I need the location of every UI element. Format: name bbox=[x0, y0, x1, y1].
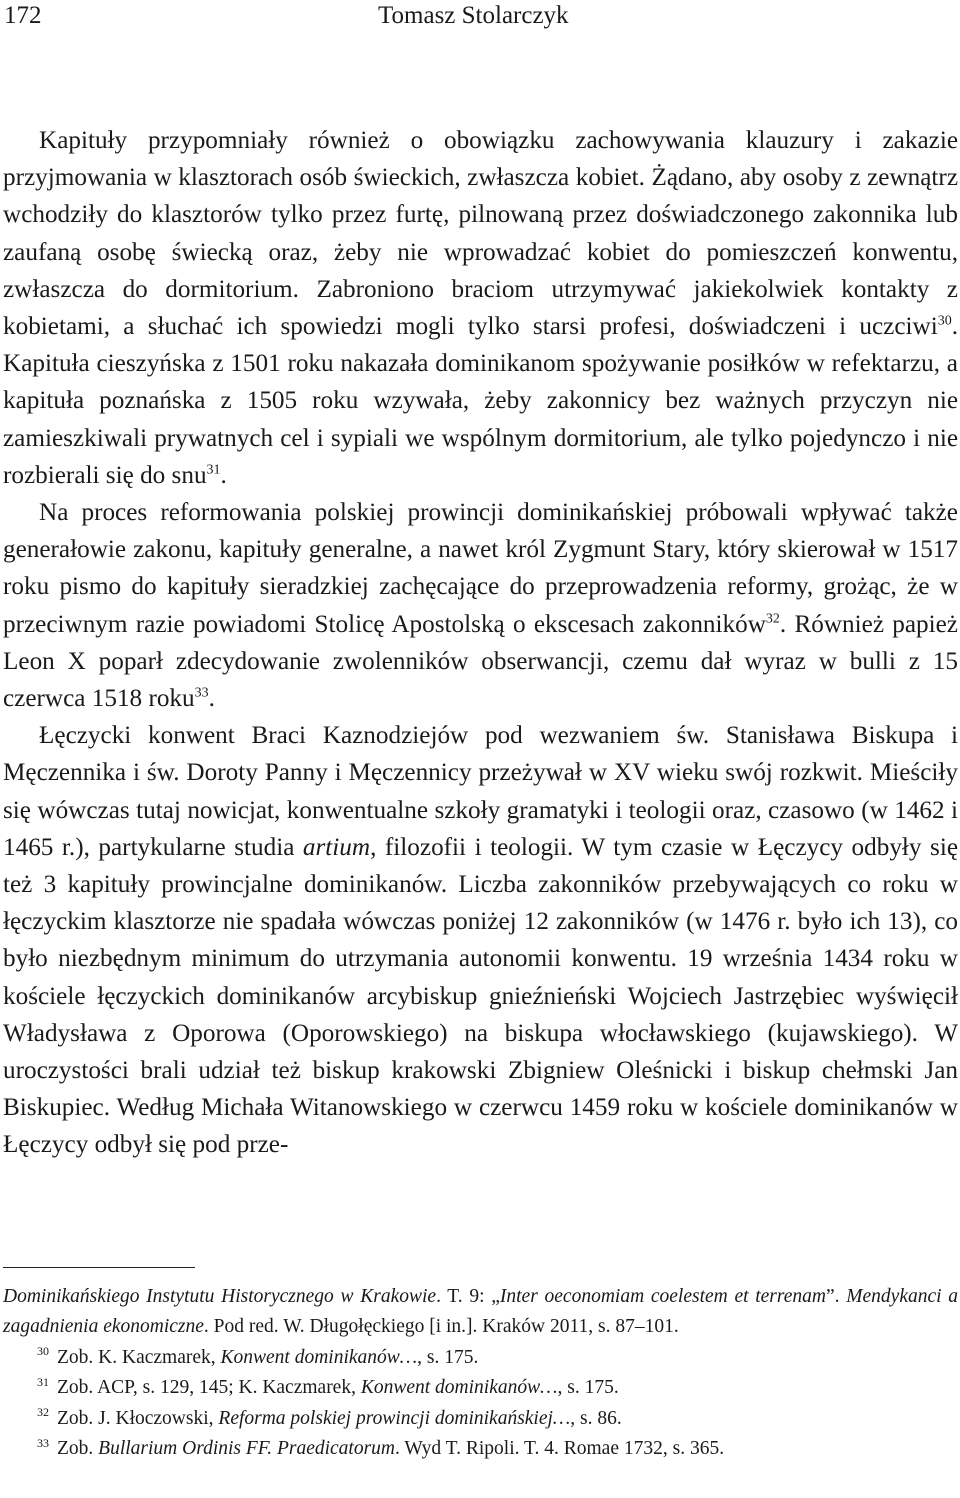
footnote-cont-italic-1: Dominikańskiego Instytutu Historycznego w Krakowie bbox=[3, 1286, 437, 1307]
main-text bbox=[3, 122, 958, 1164]
page-number: 172 bbox=[4, 2, 42, 29]
footnote-cont-italic-2: Inter oeconomiam coelestem et terrenam bbox=[499, 1286, 827, 1307]
running-head-author: Tomasz Stolarczyk bbox=[378, 2, 569, 29]
page-header bbox=[0, 0, 960, 40]
footnote-number: 30 bbox=[37, 1344, 49, 1359]
footnote-cont-italic-3: Mendykanci a zagadnienia ekonomiczne bbox=[3, 1286, 959, 1338]
footnotes bbox=[3, 1282, 958, 1464]
footnote-title: Konwent dominikanów… bbox=[360, 1377, 558, 1399]
footnote-separator bbox=[3, 1267, 195, 1268]
footnote-ref-31: 31 bbox=[206, 462, 221, 478]
footnote-ref-33: 33 bbox=[194, 685, 209, 701]
footnote-text-end: . Wyd T. Ripoli. T. 4. Romae 1732, s. 365. bbox=[395, 1438, 725, 1460]
footnote-31 bbox=[3, 1373, 958, 1403]
paragraph-1-end: . bbox=[220, 461, 227, 489]
footnote-number: 31 bbox=[37, 1374, 49, 1389]
paragraph-1-text: Kapituły przypomniały również o obowiązku zachowywania klauzury i zakazie przyjmowania w klasztorach osób świeckich, zwłaszcza kobiet. Żądano, aby osoby z zewnątrz wchodziły do klasztorów tylko przez furtę, pilnowaną przez doświadczonego zakonnika lub zaufaną osobę świecką oraz, żeby nie wprowadzać kobiet do pomieszczeń konwentu, zwłaszcza do dormitorium. Zabroniono braciom utrzymywać jakiekolwiek kontakty z kobietami, a słuchać ich spowiedzi mogli tylko starsi profesi, doświadczeni i uczciwi bbox=[3, 127, 958, 341]
paragraph-2-text: Na proces reformowania polskiej prowincji dominikańskiej próbowali wpływać także generałowie zakonu, kapituły generalne, a nawet król Zygmunt Stary, który skierował w 1517 roku pismo do kapituły sieradzkiej zachęcające do przeprowadzenia reformy, grożąc, że w przeciwnym razie powiadomi Stolicę Apostolską o ekscesach zakonników bbox=[3, 499, 958, 638]
footnote-text: Zob. J. Kłoczowski, bbox=[57, 1407, 219, 1429]
paragraph-2-end: . bbox=[208, 685, 215, 713]
footnote-text: Zob. ACP, s. 129, 145; K. Kaczmarek, bbox=[57, 1377, 361, 1399]
paragraph-1 bbox=[3, 122, 958, 494]
paragraph-2-text-cont: . Również papież Leon X poparł zdecydowanie zwolenników obserwancji, czemu dał wyraz w bulli z 15 czerwca 1518 roku bbox=[3, 610, 958, 713]
footnote-cont-text-1: . T. 9: „ bbox=[436, 1286, 500, 1307]
footnote-continuation bbox=[3, 1282, 958, 1343]
footnote-30 bbox=[3, 1343, 958, 1373]
footnote-cont-text-2: ”. bbox=[826, 1286, 847, 1307]
footnote-text: Zob. K. Kaczmarek, bbox=[57, 1346, 221, 1368]
footnote-text-end: , s. 175. bbox=[417, 1346, 479, 1368]
paragraph-1-text-cont: . Kapituła cieszyńska z 1501 roku nakazała dominikanom spożywanie posiłków w refektarzu, a kapituła poznańska z 1505 roku wzywała, żeby zakonnicy bez ważnych przyczyn nie zamieszkiwali prywatnych cel i sypiali we wspólnym dormitorium, ale tylko pojedynczo i nie rozbierali się do snu bbox=[3, 313, 958, 489]
footnote-ref-30: 30 bbox=[937, 313, 952, 329]
italic-term-artium: artium bbox=[302, 833, 371, 861]
footnote-title: Konwent dominikanów… bbox=[220, 1346, 418, 1368]
footnote-33 bbox=[3, 1434, 958, 1464]
footnote-text-end: , s. 86. bbox=[570, 1407, 622, 1429]
footnote-number: 32 bbox=[37, 1405, 49, 1420]
footnote-text: Zob. bbox=[57, 1438, 99, 1460]
paragraph-2 bbox=[3, 494, 958, 717]
footnote-number: 33 bbox=[37, 1435, 49, 1450]
footnote-text-end: , s. 175. bbox=[557, 1377, 619, 1399]
footnote-ref-32: 32 bbox=[765, 611, 780, 627]
paragraph-3-text-cont: , filozofii i teologii. W tym czasie w Łęczycy odbyły się też 3 kapituły prowincjalne dominikanów. Liczba zakonników przebywających co roku w łęczyckim klasztorze nie spadała wówczas poniżej 12 zakonników (w 1476 r. było ich 13), co było niezbędnym minimum do utrzymania autonomii konwentu. 19 września 1434 roku w kościele łęczyckich dominikanów arcybiskup gnieźnieński Wojciech Jastrzębiec wyświęcił Władysława z Oporowa (Oporowskiego) na biskupa włocławskiego (kujawskiego). W uroczystości brali udział też biskup krakowski Zbigniew Oleśnicki i biskup chełmski Jan Biskupiec. Według Michała Witanowskiego w czerwcu 1459 roku w kościele dominikanów w Łęczycy odbył się pod prze- bbox=[3, 833, 959, 1159]
footnote-32 bbox=[3, 1404, 958, 1434]
paragraph-3-text: Łęczycki konwent Braci Kaznodziejów pod wezwaniem św. Stanisława Biskupa i Męczennika i św. Doroty Panny i Męczennicy przeżywał w XV wieku swój rozkwit. Mieściły się wówczas tutaj nowicjat, konwentualne szkoły gramatyki i teologii oraz, czasowo (w 1462 i 1465 r.), partykularne studia bbox=[3, 722, 958, 861]
footnote-title: Reforma polskiej prowincji dominikańskiej… bbox=[218, 1407, 571, 1429]
paragraph-3 bbox=[3, 717, 958, 1163]
footnote-cont-text-3: . Pod red. W. Długołęckiego [i in.]. Kraków 2011, s. 87–101. bbox=[203, 1316, 679, 1338]
footnote-title: Bullarium Ordinis FF. Praedicatorum bbox=[98, 1438, 396, 1460]
